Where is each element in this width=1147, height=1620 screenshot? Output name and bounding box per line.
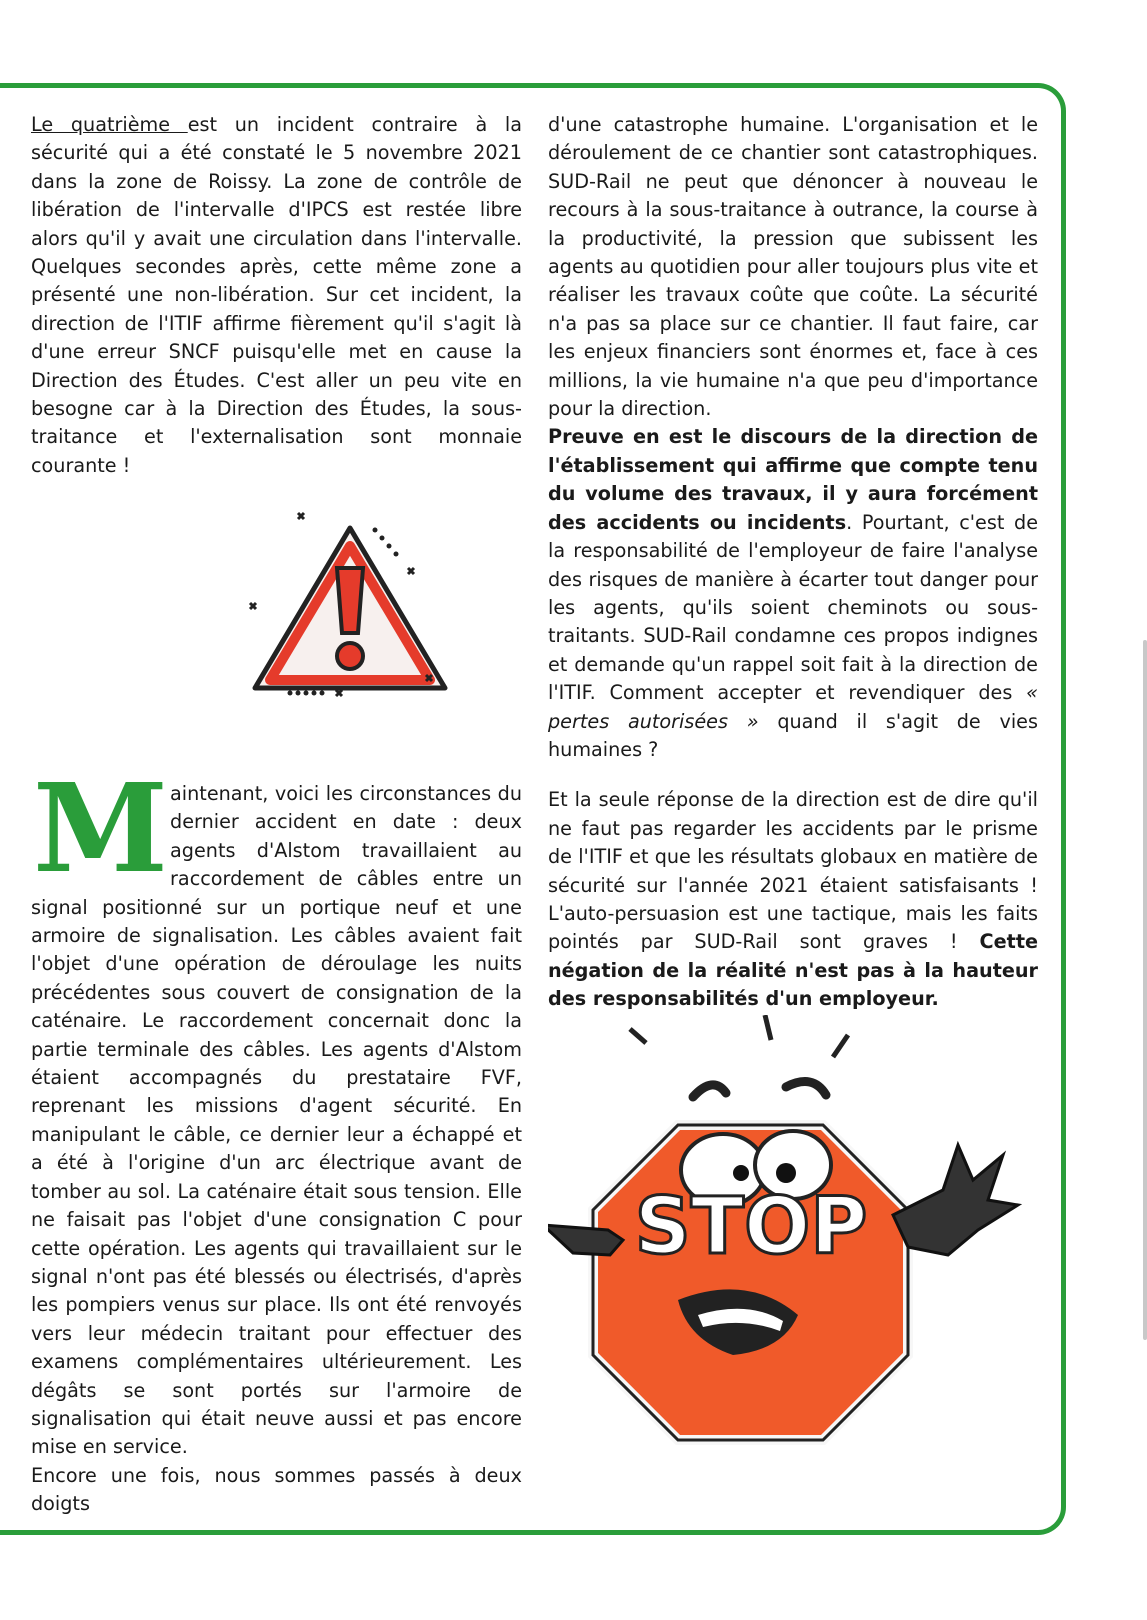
accident-text: aintenant, voici les circonstances du dernier accident en date : deux agents d'Alstom travaillaient au raccordement de câbles entre un signal positionné sur un portique neuf et une armoire de signalisation. Les câbles avaient fait l'objet d'une opération de déroulage les nuits précédentes sous couvert de consignation de la caténaire. Le raccordement concernait donc la partie terminale des câbles. Les agents d'Alstom étaient accompagnés du prestataire FVF, reprenant les missions d'agent sécurité. En manipulant le câble, ce dernier leur a échappé et a été à l'origine d'un arc électrique avant de tomber au sol. La caténaire était sous tension. Elle ne faisait pas l'objet d'une consignation C pour cette opération. Les agents qui travaillaient sur le signal n'ont pas été blessés ou électrisés, d'après les pompiers venus sur place. Ils ont été renvoyés vers leur médecin traitant pour effectuer des examens complémentaires ultérieurement. Les dégâts se sont portés sur l'armoire de signalisation qui était neuve aussi et pas encore mise en service. xyxy=(31,782,522,1459)
quote-pertes: « pertes autorisées » xyxy=(548,681,1038,733)
paragraph-incident-roissy xyxy=(31,111,522,480)
paragraph-reponse: Et la seule réponse de la direction est de dire qu'il ne faut pas regarder les accidents par le prisme de l'ITIF et que les résultats globaux en matière de sécurité sur l'année 2021 étaient satisfaisants ! L'auto-persuasion est une tactique, mais les faits pointés par SUD-Rail sont graves ! Cette négation de la réalité n'est pas à la hauteur des responsabilités d'un employeur. xyxy=(548,788,1038,1011)
right-column xyxy=(548,111,1038,1014)
paragraph-conclusion: Encore une fois, nous sommes passés à deux doigts xyxy=(31,1463,522,1516)
lead-underlined: Le quatrième xyxy=(31,113,188,136)
stop-text: STOP xyxy=(634,1182,868,1272)
bold-statement: Preuve en est le discours de la direction de l'établissement qui affirme que compte tenu du volume des travaux, il y aura forcément des accidents ou incidents xyxy=(548,425,1038,534)
paragraph-accident xyxy=(31,756,522,1462)
left-column-bottom xyxy=(31,756,522,1519)
paragraph-discours: Preuve en est le discours de la direction de l'établissement qui affirme que compte tenu du volume des travaux, il y aura forcément des accidents ou incidents. Pourtant, c'est de la responsabilité de l'employeur de faire l'analyse des risques de manière à écarter tout danger pour les agents, qu'ils soient cheminots ou sous-traitants. SUD-Rail condamne ces propos indignes et demande qu'un rappel soit fait à la direction de l'ITIF. Comment accepter et revendiquer des « pertes autorisées » quand il s'agit de vies humaines ? xyxy=(548,425,1038,761)
scrollbar[interactable] xyxy=(1143,640,1147,1340)
warning-triangle-icon xyxy=(240,508,460,718)
dropcap-letter: M xyxy=(33,756,165,900)
left-column-top xyxy=(31,111,522,480)
incident-text: est un incident contraire à la sécurité qui a été constaté le 5 novembre 2021 dans la zone de Roissy. La zone de contrôle de libération de l'intervalle d'IPCS est restée libre alors qu'il y avait une circulation dans l'intervalle. Quelques secondes après, cette même zone a présenté une non-libération. Sur cet incident, la direction de l'ITIF affirme fièrement qu'il s'agit là d'une erreur SNCF puisqu'elle met en cause la Direction des Études. C'est aller un peu vite en besogne car à la Direction des Études, la sous-traitance et l'externalisation sont monnaie courante ! xyxy=(31,113,522,477)
stop-sign-illustration xyxy=(548,1015,1048,1505)
bold-conclusion: Cette négation de la réalité n'est pas à la hauteur des responsabilités d'un employeur. xyxy=(548,930,1038,1011)
paragraph-catastrophe: d'une catastrophe humaine. L'organisation et le déroulement de ce chantier sont catastrophiques. SUD-Rail ne peut que dénoncer à nouveau le recours à la sous-traitance à outrance, la course à la productivité, la pression que subissent les agents au quotidien pour aller toujours plus vite et réaliser les travaux coûte que coûte. La sécurité n'a pas sa place sur ce chantier. Il faut faire, car les enjeux financiers sont énormes et, face à ces millions, la vie humaine n'a que peu d'importance pour la direction. xyxy=(548,113,1038,421)
